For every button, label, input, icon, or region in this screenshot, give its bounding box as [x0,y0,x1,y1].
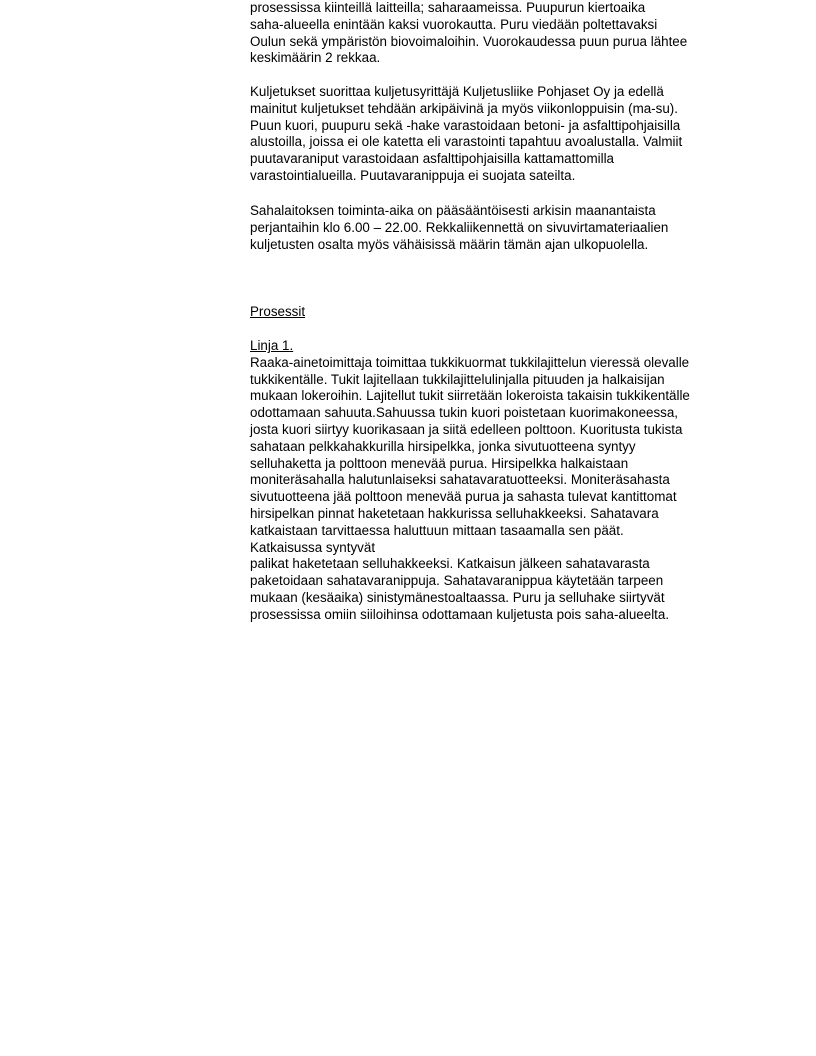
text-line: kuljetusten osalta myös vähäisissä määrin tämän ajan ulkopuolella. [250,236,649,252]
text-line: palikat haketetaan selluhakkeeksi. Katkaisun jälkeen sahatavarasta [250,556,650,572]
text-line: Kuljetukset suorittaa kuljetusyrittäjä Kuljetusliike Pohjaset Oy ja edellä [250,84,664,99]
operating-hours-paragraph [250,203,740,253]
section-heading: Prosessit [250,304,306,319]
continuation-paragraph [250,0,740,67]
text-line: perjantaihin klo 6.00 – 22.00. Rekkaliikennettä on sivuvirtamateriaalien [250,219,669,235]
text-line: varastointialueilla. Puutavaranippuja ei suojata sateilta. [250,167,576,183]
text-line: sahataan pelkkahakkurilla hirsipelkka, jonka sivutuotteena syntyy [250,438,636,454]
text-line: tukkikentälle. Tukit lajitellaan tukkilajittelulinjalla pituuden ja halkaisijan [250,371,665,387]
processes-section [250,304,740,321]
text-line: hirsipelkan pinnat haketetaan hakkurissa selluhakkeeksi. Sahatavara [250,505,659,521]
text-line: sivutuotteena jää polttoon menevää purua ja sahasta tulevat kantittomat [250,489,677,505]
text-line: moniteräsahalla halutunlaiseksi sahatavaratuotteeksi. Moniteräsahasta [250,472,670,488]
text-line: Raaka-ainetoimittaja toimittaa tukkikuormat tukkilajittelun vieressä olevalle [250,354,690,370]
text-line: Sahalaitoksen toiminta-aika on pääsääntöisesti arkisin maanantaista [250,203,656,218]
text-line: Katkaisussa syntyvät [250,539,376,555]
text-line: prosessissa omiin siiloihinsa odottamaan kuljetusta pois saha-alueelta. [250,606,670,622]
text-line: Oulun sekä ympäristön biovoimaloihin. Vuorokaudessa puun purua lähtee [250,33,688,49]
text-line: mukaan (kesäaika) sinistymänestoaltaassa. Puru ja selluhake siirtyvät [250,589,665,605]
text-line: katkaistaan tarvittaessa haluttuun mittaan tasaamalla sen päät. [250,522,624,538]
text-line: keskimäärin 2 rekkaa. [250,50,381,66]
text-line: selluhaketta ja polttoon menevää purua. Hirsipelkka halkaistaan [250,455,629,471]
subsection-heading: Linja 1. [250,338,294,353]
text-line: josta kuori siirtyy kuorikasaan ja siitä edelleen polttoon. Kuoritusta tukista [250,421,683,437]
text-line: prosessissa kiinteillä laitteilla; saharaameissa. Puupurun kiertoaika [250,0,646,15]
text-line: Puun kuori, puupuru sekä -hake varastoidaan betoni- ja asfalttipohjaisilla [250,117,681,133]
text-line: alustoilla, joissa ei ole katetta eli varastointi tapahtuu avoalustalla. Valmiit [250,134,683,150]
text-line: puutavaraniput varastoidaan asfalttipohjaisilla kattamattomilla [250,151,614,167]
text-line: odottamaan sahuuta.Sahuussa tukin kuori poistetaan kuorimakoneessa, [250,405,679,421]
text-line: saha-alueella enintään kaksi vuorokautta. Puru viedään poltettavaksi [250,16,658,32]
line-1-section [250,338,740,624]
text-line: mainitut kuljetukset tehdään arkipäivinä ja myös viikonloppuisin (ma-su). [250,100,678,116]
text-line: mukaan lokeroihin. Lajitellut tukit siirretään lokeroista takaisin tukkikentälle [250,388,690,404]
text-line: paketoidaan sahatavaranippuja. Sahatavaranippua käytetään tarpeen [250,573,664,589]
transport-paragraph [250,84,740,185]
